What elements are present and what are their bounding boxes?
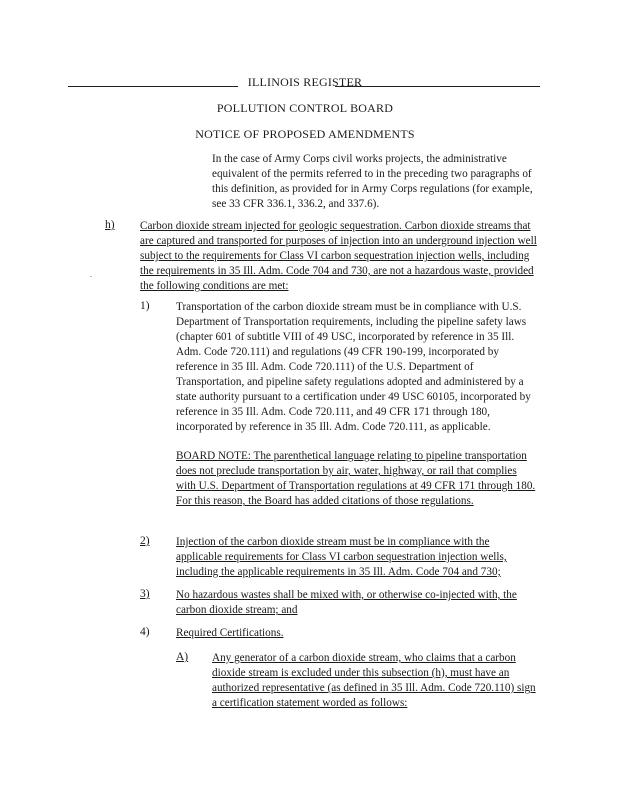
intro-paragraph: In the case of Army Corps civil works projects, the administrative equivalent of the permits referred to in the preceding two paragraphs of this definition, as provided for in Army Corps regulations (for example, see 33 CFR 336.1, 336.2, and 337.6). — [212, 153, 533, 210]
board-note: BOARD NOTE: The parenthetical language relating to pipeline transportation does not preclude transportation by air, water, highway, or rail that complies with U.S. Department of Transportation regulations at 49 CFR 171 through 180. For this reason, the Board has added citations of those regulations. — [176, 450, 536, 507]
item-3-text: No hazardous wastes shall be mixed with, or otherwise co-injected with, the carbon dioxide stream; and — [176, 589, 517, 616]
item-a-marker: A) — [176, 651, 189, 663]
section-h-marker: h) — [105, 219, 115, 231]
board-title: POLLUTION CONTROL BOARD — [216, 101, 394, 115]
item-a-text: Any generator of a carbon dioxide stream, who claims that a carbon dioxide stream is excluded under this subsection (h), must have an authorized representative (as defined in 35 Ill. Adm. Code 720.110) sign a certification statement worded as follows: — [212, 652, 536, 709]
item-1-marker: 1) — [140, 300, 150, 312]
item-4-text: Required Certifications. — [176, 627, 284, 639]
item-2-text: Injection of the carbon dioxide stream must be in compliance with the applicable requirements for Class VI carbon sequestration injection wells, including the applicable requirements in 35 Ill. Adm. Code 704 and 730; — [176, 536, 507, 578]
margin-dot: . — [90, 270, 92, 279]
item-1-text: Transportation of the carbon dioxide stream must be in compliance with U.S. Department of Transportation requirements, including the pipeline safety laws (chapter 601 of subtitle VIII of 49 USC, incorporated by reference in 35 Ill. Adm. Code 720.111) and regulations (49 CFR 190-199, incorporated by reference in 35 Ill. Adm. Code 720.111) of the U.S. Department of Transportation, and pipeline safety regulations adopted and administered by a state authority pursuant to a certification under 49 USC 60105, incorporated by reference in 35 Ill. Adm. Code 720.111, and 49 CFR 171 through 180, incorporated by reference in 35 Ill. Adm. Code 720.111, as applicable. — [176, 301, 531, 433]
item-2-marker: 2) — [140, 535, 150, 547]
section-h-text: Carbon dioxide stream injected for geologic sequestration. Carbon dioxide streams that are captured and transported for purposes of injection into an underground injection well subject to the requirements for Class VI carbon sequestration injection wells, including the requirements in 35 Ill. Adm. Code 704 and 730, are not a hazardous waste, provided the following conditions are met: — [140, 220, 537, 292]
item-3-marker: 3) — [140, 588, 150, 600]
notice-title: NOTICE OF PROPOSED AMENDMENTS — [195, 127, 415, 141]
register-title: ILLINOIS REGISTER — [247, 75, 363, 89]
item-4-marker: 4) — [140, 626, 150, 638]
